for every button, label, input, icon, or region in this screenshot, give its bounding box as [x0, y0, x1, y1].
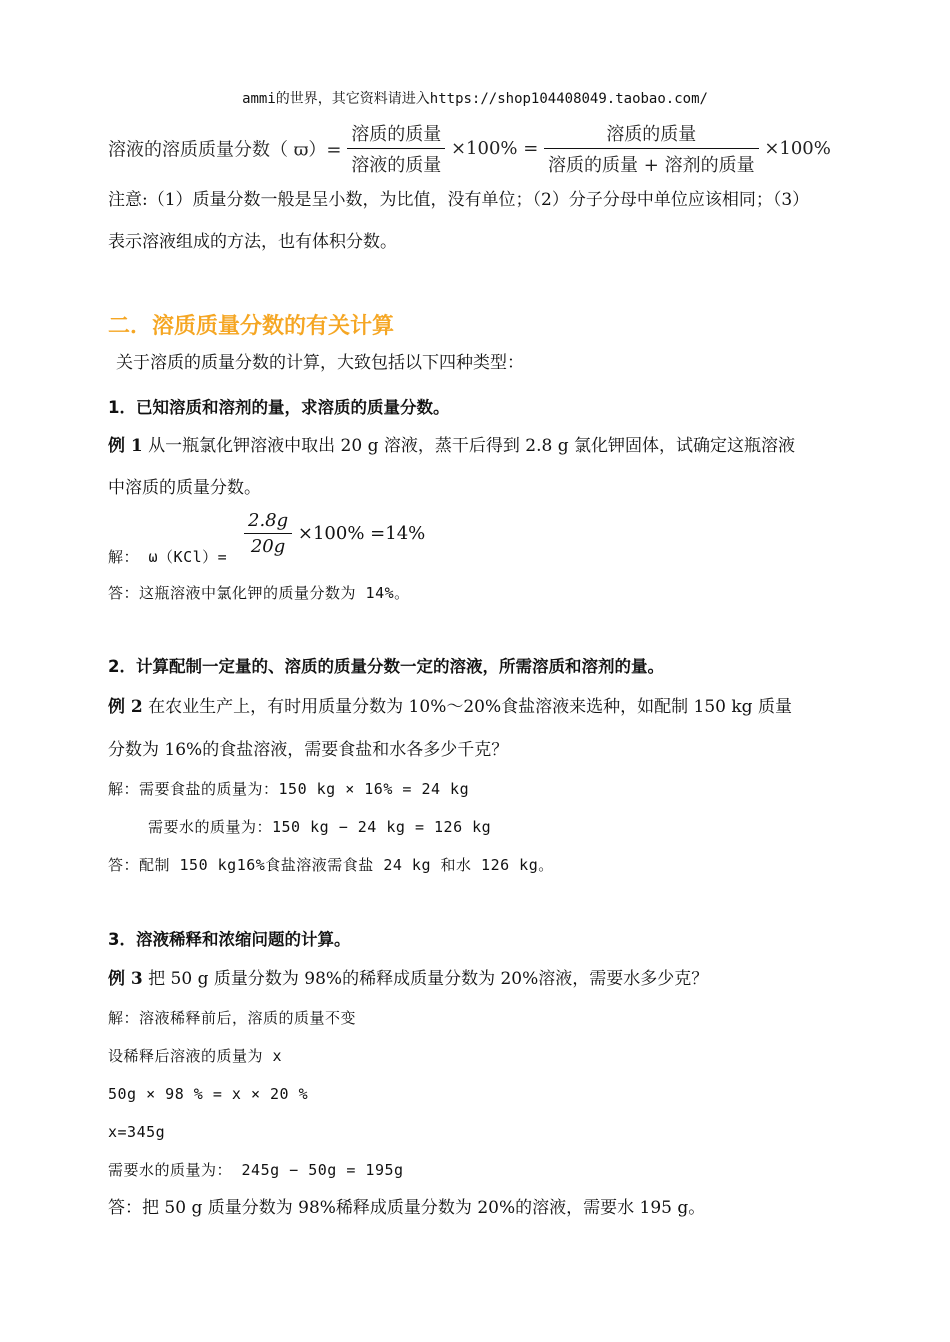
section-title: 二．溶质质量分数的有关计算: [108, 314, 395, 339]
example-3-line-1: [108, 968, 708, 990]
example-1-line-2: 中溶质的质量分数。: [108, 478, 261, 498]
page-header: ammi的世界，其它资料请进入https://shop104408049.taobao.com/: [242, 91, 708, 107]
example-2-label: 例 2: [108, 697, 143, 717]
type1-heading: 1．已知溶质和溶剂的量，求溶质的质量分数。: [108, 398, 450, 417]
example-3-label: 例 3: [108, 969, 143, 989]
formula-times-2: ×100%: [764, 138, 831, 159]
answer-1: 答：这瓶溶液中氯化钾的质量分数为 14%。: [108, 584, 410, 602]
formula-times-1: ×100% =: [450, 138, 539, 159]
example-2-line-1: [108, 696, 792, 718]
example-3-text: 把 50 g 质量分数为 98%的稀释成质量分数为 20%溶液，需要水多少克？: [148, 969, 709, 989]
solution-3-line-5: 需要水的质量为： 245g − 50g = 195g: [108, 1161, 404, 1179]
solution-3-line-4: x=345g: [108, 1123, 166, 1141]
section-intro: 关于溶质的质量分数的计算，大致包括以下四种类型：: [116, 353, 524, 373]
solution-1-prefix: 解： ω（KCl）=: [108, 548, 228, 566]
solution-1-numerator: 2.8g: [244, 510, 292, 534]
solution-1-result: ×100% =14%: [297, 523, 426, 544]
example-1-line-1: [108, 435, 795, 457]
formula-lhs: 溶液的溶质质量分数（ ϖ）=: [108, 139, 342, 161]
solution-3-line-2: 设稀释后溶液的质量为 x: [108, 1047, 283, 1065]
fraction-1-denominator: 溶液的质量: [351, 155, 442, 176]
note-line-2: 表示溶液组成的方法，也有体积分数。: [108, 232, 397, 252]
type2-heading: 2．计算配制一定量的、溶质的质量分数一定的溶液，所需溶质和溶剂的量。: [108, 657, 664, 676]
solution-1-fraction: [244, 510, 292, 557]
solution-3-line-1: 解：溶液稀释前后，溶质的质量不变: [108, 1009, 357, 1027]
solution-1-denominator: 20g: [250, 536, 286, 557]
answer-2: 答：配制 150 kg16%食盐溶液需食盐 24 kg 和水 126 kg。: [108, 856, 554, 874]
example-2-text: 在农业生产上，有时用质量分数为 10%～20%食盐溶液来选种，如配制 150 kg 质量: [148, 697, 792, 717]
fraction-2-denominator: 溶质的质量 + 溶剂的质量: [548, 155, 755, 176]
answer-3: 答：把 50 g 质量分数为 98%稀释成质量分数为 20%的溶液，需要水 195 g。: [108, 1198, 706, 1218]
solution-3-line-3: 50g × 98 % = x × 20 %: [108, 1085, 309, 1103]
solution-1-formula: [244, 510, 425, 557]
solution-2-line-1: 解：需要食盐的质量为：150 kg × 16% = 24 kg: [108, 780, 470, 798]
fraction-2-numerator: 溶质的质量: [544, 120, 759, 149]
note-line-1: 注意:（1）质量分数一般是呈小数，为比值，没有单位；（2）分子分母中单位应该相同；（3）: [108, 190, 810, 210]
example-2-line-2: 分数为 16%的食盐溶液，需要食盐和水各多少千克？: [108, 740, 509, 760]
type3-heading: 3．溶液稀释和浓缩问题的计算。: [108, 930, 351, 949]
example-1-text: 从一瓶氯化钾溶液中取出 20 g 溶液，蒸干后得到 2.8 g 氯化钾固体，试确定这瓶溶液: [148, 436, 796, 456]
mass-fraction-formula: [108, 120, 831, 177]
example-1-label: 例 1: [108, 436, 143, 456]
solution-2-line-2: 需要水的质量为：150 kg − 24 kg = 126 kg: [148, 818, 492, 836]
formula-fraction-2: [544, 120, 759, 177]
fraction-1-numerator: 溶质的质量: [347, 120, 445, 149]
formula-fraction-1: [347, 120, 445, 177]
